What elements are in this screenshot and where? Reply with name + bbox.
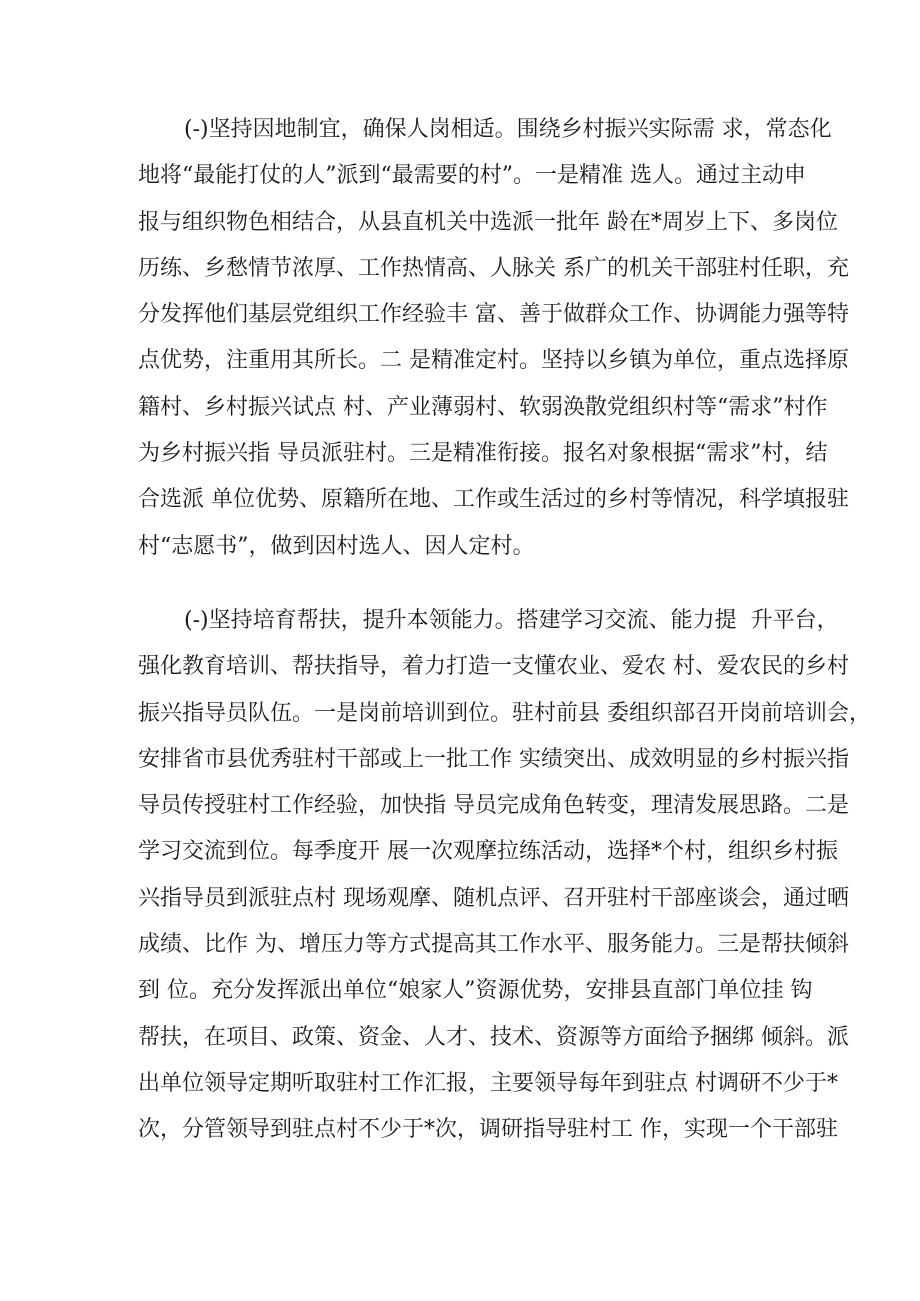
text-line: 籍村、乡村振兴试点 村、产业薄弱村、软弱涣散党组织村等“需求”村作 bbox=[138, 394, 828, 420]
text-line: 兴指导员到派驻点村 现场观摩、随机点评、召开驻村干部座谈会，通过晒 bbox=[138, 885, 849, 911]
text-line: 点优势，注重用其所长。二 是精准定村。坚持以乡镇为单位，重点选择原 bbox=[138, 348, 849, 374]
text-line: 分发挥他们基层党组织工作经验丰 富、善于做群众工作、协调能力强等特 bbox=[138, 302, 849, 328]
paragraph-1 bbox=[138, 107, 849, 570]
text-line: 学习交流到位。每季度开 展一次观摩拉练活动，选择*个村，组织乡村振 bbox=[138, 839, 838, 865]
text-line: 历练、乡愁情节浓厚、工作热情高、人脉关 系广的机关干部驻村任职，充 bbox=[138, 255, 849, 281]
text-line: 导员传授驻村工作经验，加快指 导员完成角色转变，理清发展思路。二是 bbox=[138, 793, 849, 819]
text-line: 帮扶，在项目、政策、资金、人才、技术、资源等方面给予捆绑 倾斜。派 bbox=[138, 1024, 849, 1050]
paragraph-2 bbox=[138, 598, 871, 1154]
text-line: 成绩、比作 为、增压力等方式提高其工作水平、服务能力。三是帮扶倾斜 bbox=[138, 932, 849, 958]
text-line: 合选派 单位优势、原籍所在地、工作或生活过的乡村等情况，科学填报驻 bbox=[138, 487, 849, 513]
text-line: 为乡村振兴指 导员派驻村。三是精准衔接。报名对象根据“需求”村，结 bbox=[138, 441, 828, 467]
text-line: (-)坚持培育帮扶，提升本领能力。搭建学习交流、能力提 升平台， bbox=[184, 608, 839, 633]
text-line: 安排省市县优秀驻村干部或上一批工作 实绩突出、成效明显的乡村振兴指 bbox=[138, 746, 849, 772]
text-line: 次，分管领导到驻点村不少于*次，调研指导驻村工 作，实现一个干部驻 bbox=[138, 1117, 838, 1143]
text-line: (-)坚持因地制宜，确保人岗相适。围绕乡村振兴实际需 求，常态化 bbox=[184, 117, 832, 142]
text-line: 村“志愿书”，做到因村选人、因人定村。 bbox=[138, 533, 535, 559]
text-line: 报与组织物色相结合，从县直机关中选派一批年 龄在*周岁上下、多岗位 bbox=[138, 209, 838, 235]
text-line: 地将“最能打仗的人”派到“最需要的村”。一是精准 选人。通过主动申 bbox=[138, 163, 806, 189]
text-line: 出单位领导定期听取驻村工作汇报，主要领导每年到驻点 村调研不少于* bbox=[138, 1070, 838, 1096]
text-line: 强化教育培训、帮扶指导，着力打造一支懂农业、爱农 村、爱农民的乡村 bbox=[138, 654, 849, 680]
text-line: 振兴指导员队伍。一是岗前培训到位。驻村前县 委组织部召开岗前培训会， bbox=[138, 700, 871, 726]
text-line: 到 位。充分发挥派出单位“娘家人”资源优势，安排县直部门单位挂 钩 bbox=[138, 978, 813, 1004]
